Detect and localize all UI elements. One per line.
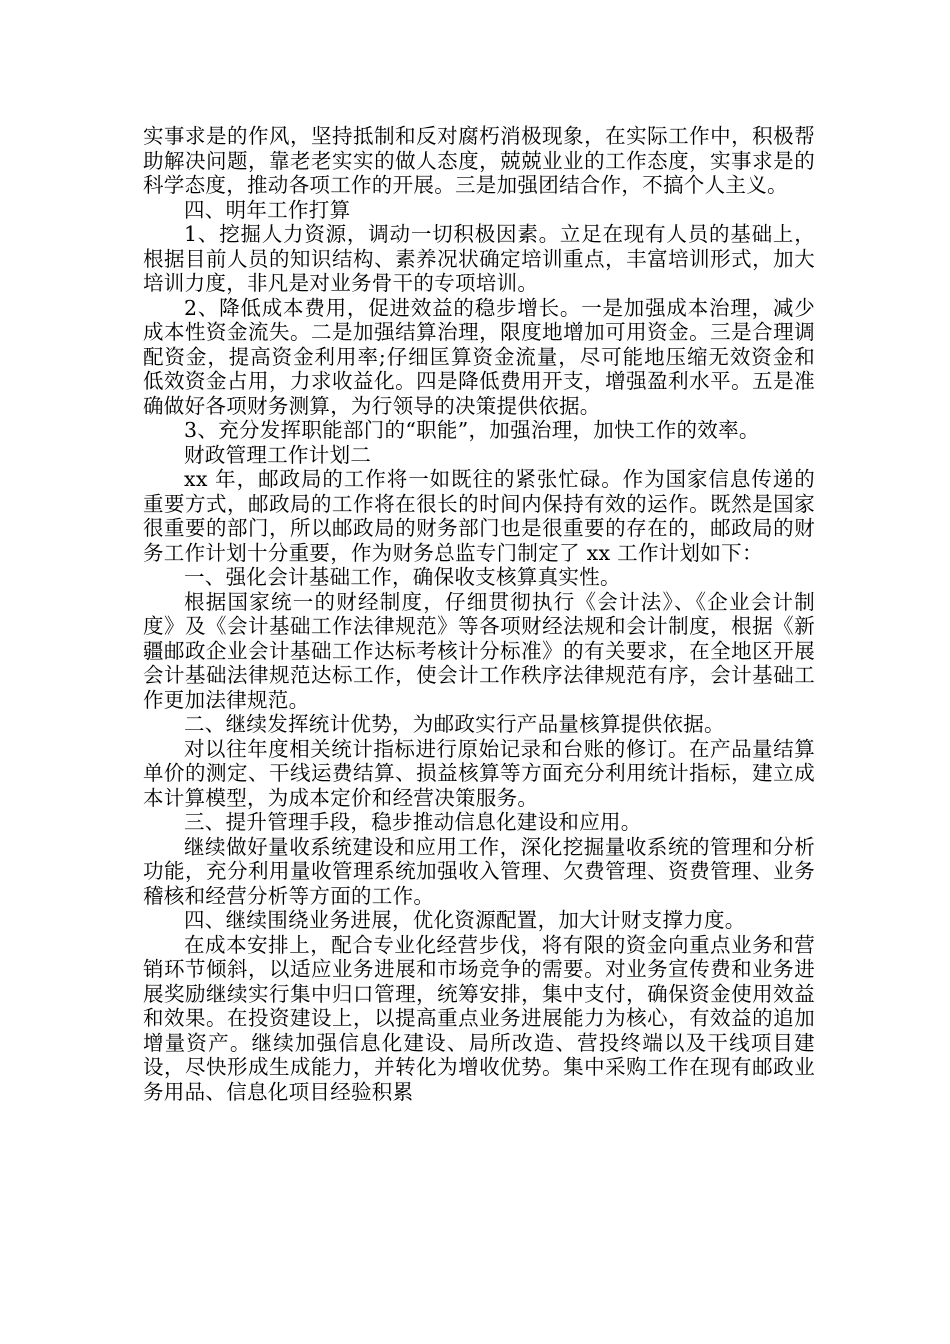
paragraph: xx 年，邮政局的工作将一如既往的紧张忙碌。作为国家信息传递的重要方式，邮政局的工作将在很长的时间内保持有效的运作。既然是国家很重要的部门，所以邮政局的财务部门也是很重要的存在的，邮政局的财务工作计划十分重要，作为财务总监专门制定了 xx 工作计划如下： xyxy=(143,467,815,565)
section-heading: 三、提升管理手段，稳步推动信息化建设和应用。 xyxy=(184,810,642,834)
section-heading: 四、继续围绕业务进展，优化资源配置，加大计财支撑力度。 xyxy=(184,908,746,932)
document-body xyxy=(143,124,815,1104)
section-heading: 四、明年工作打算 xyxy=(184,197,351,222)
section-heading: 财政管理工作计划二 xyxy=(184,442,372,467)
paragraph: 根据国家统一的财经制度，仔细贯彻执行《会计法》、《企业会计制度》及《会计基础工作法律规范》等各项财经法规和会计制度，根据《新疆邮政企业会计基础工作达标考核计分标准》的有关要求，在全地区开展会计基础法律规范达标工作，使会计工作秩序法律规范有序，会计基础工作更加法律规范。 xyxy=(143,589,815,712)
paragraph: 2、降低成本费用，促进效益的稳步增长。一是加强成本治理，减少成本性资金流失。二是加强结算治理，限度地增加可用资金。三是合理调配资金，提高资金利用率;仔细匡算资金流量，尽可能地压缩无效资金和低效资金占用，力求收益化。四是降低费用开支，增强盈利水平。五是准确做好各项财务测算，为行领导的决策提供依据。 xyxy=(143,295,815,418)
paragraph: 1、挖掘人力资源，调动一切积极因素。立足在现有人员的基础上，根据目前人员的知识结构、素养况状确定培训重点，丰富培训形式，加大培训力度，非凡是对业务骨干的专项培训。 xyxy=(143,222,815,295)
paragraph: 继续做好量收系统建设和应用工作，深化挖掘量收系统的管理和分析功能，充分利用量收管理系统加强收入管理、欠费管理、资费管理、业务稽核和经营分析等方面的工作。 xyxy=(143,834,815,908)
section-heading: 二、继续发挥统计优势，为邮政实行产品量核算提供依据。 xyxy=(184,712,725,736)
paragraph: 对以往年度相关统计指标进行原始记录和台账的修订。在产品量结算单价的测定、干线运费结算、损益核算等方面充分利用统计指标，建立成本计算模型，为成本定价和经营决策服务。 xyxy=(143,736,815,810)
paragraph: 3、充分发挥职能部门的“职能”，加强治理，加快工作的效率。 xyxy=(184,418,760,442)
section-heading: 一、强化会计基础工作，确保收支核算真实性。 xyxy=(184,565,621,589)
paragraph: 实事求是的作风，坚持抵制和反对腐朽消极现象，在实际工作中，积极帮助解决问题，靠老老实实的做人态度，兢兢业业的工作态度，实事求是的科学态度，推动各项工作的开展。三是加强团结合作，不搞个人主义。 xyxy=(143,124,815,197)
paragraph: 在成本安排上，配合专业化经营步伐，将有限的资金向重点业务和营销环节倾斜，以适应业务进展和市场竞争的需要。对业务宣传费和业务进展奖励继续实行集中归口管理，统筹安排，集中支付，确保资金使用效益和效果。在投资建设上，以提高重点业务进展能力为核心，有效益的追加增量资产。继续加强信息化建设、局所改造、营投终端以及干线项目建设，尽快形成生成能力，并转化为增收优势。集中采购工作在现有邮政业务用品、信息化项目经验积累 xyxy=(143,932,815,1104)
